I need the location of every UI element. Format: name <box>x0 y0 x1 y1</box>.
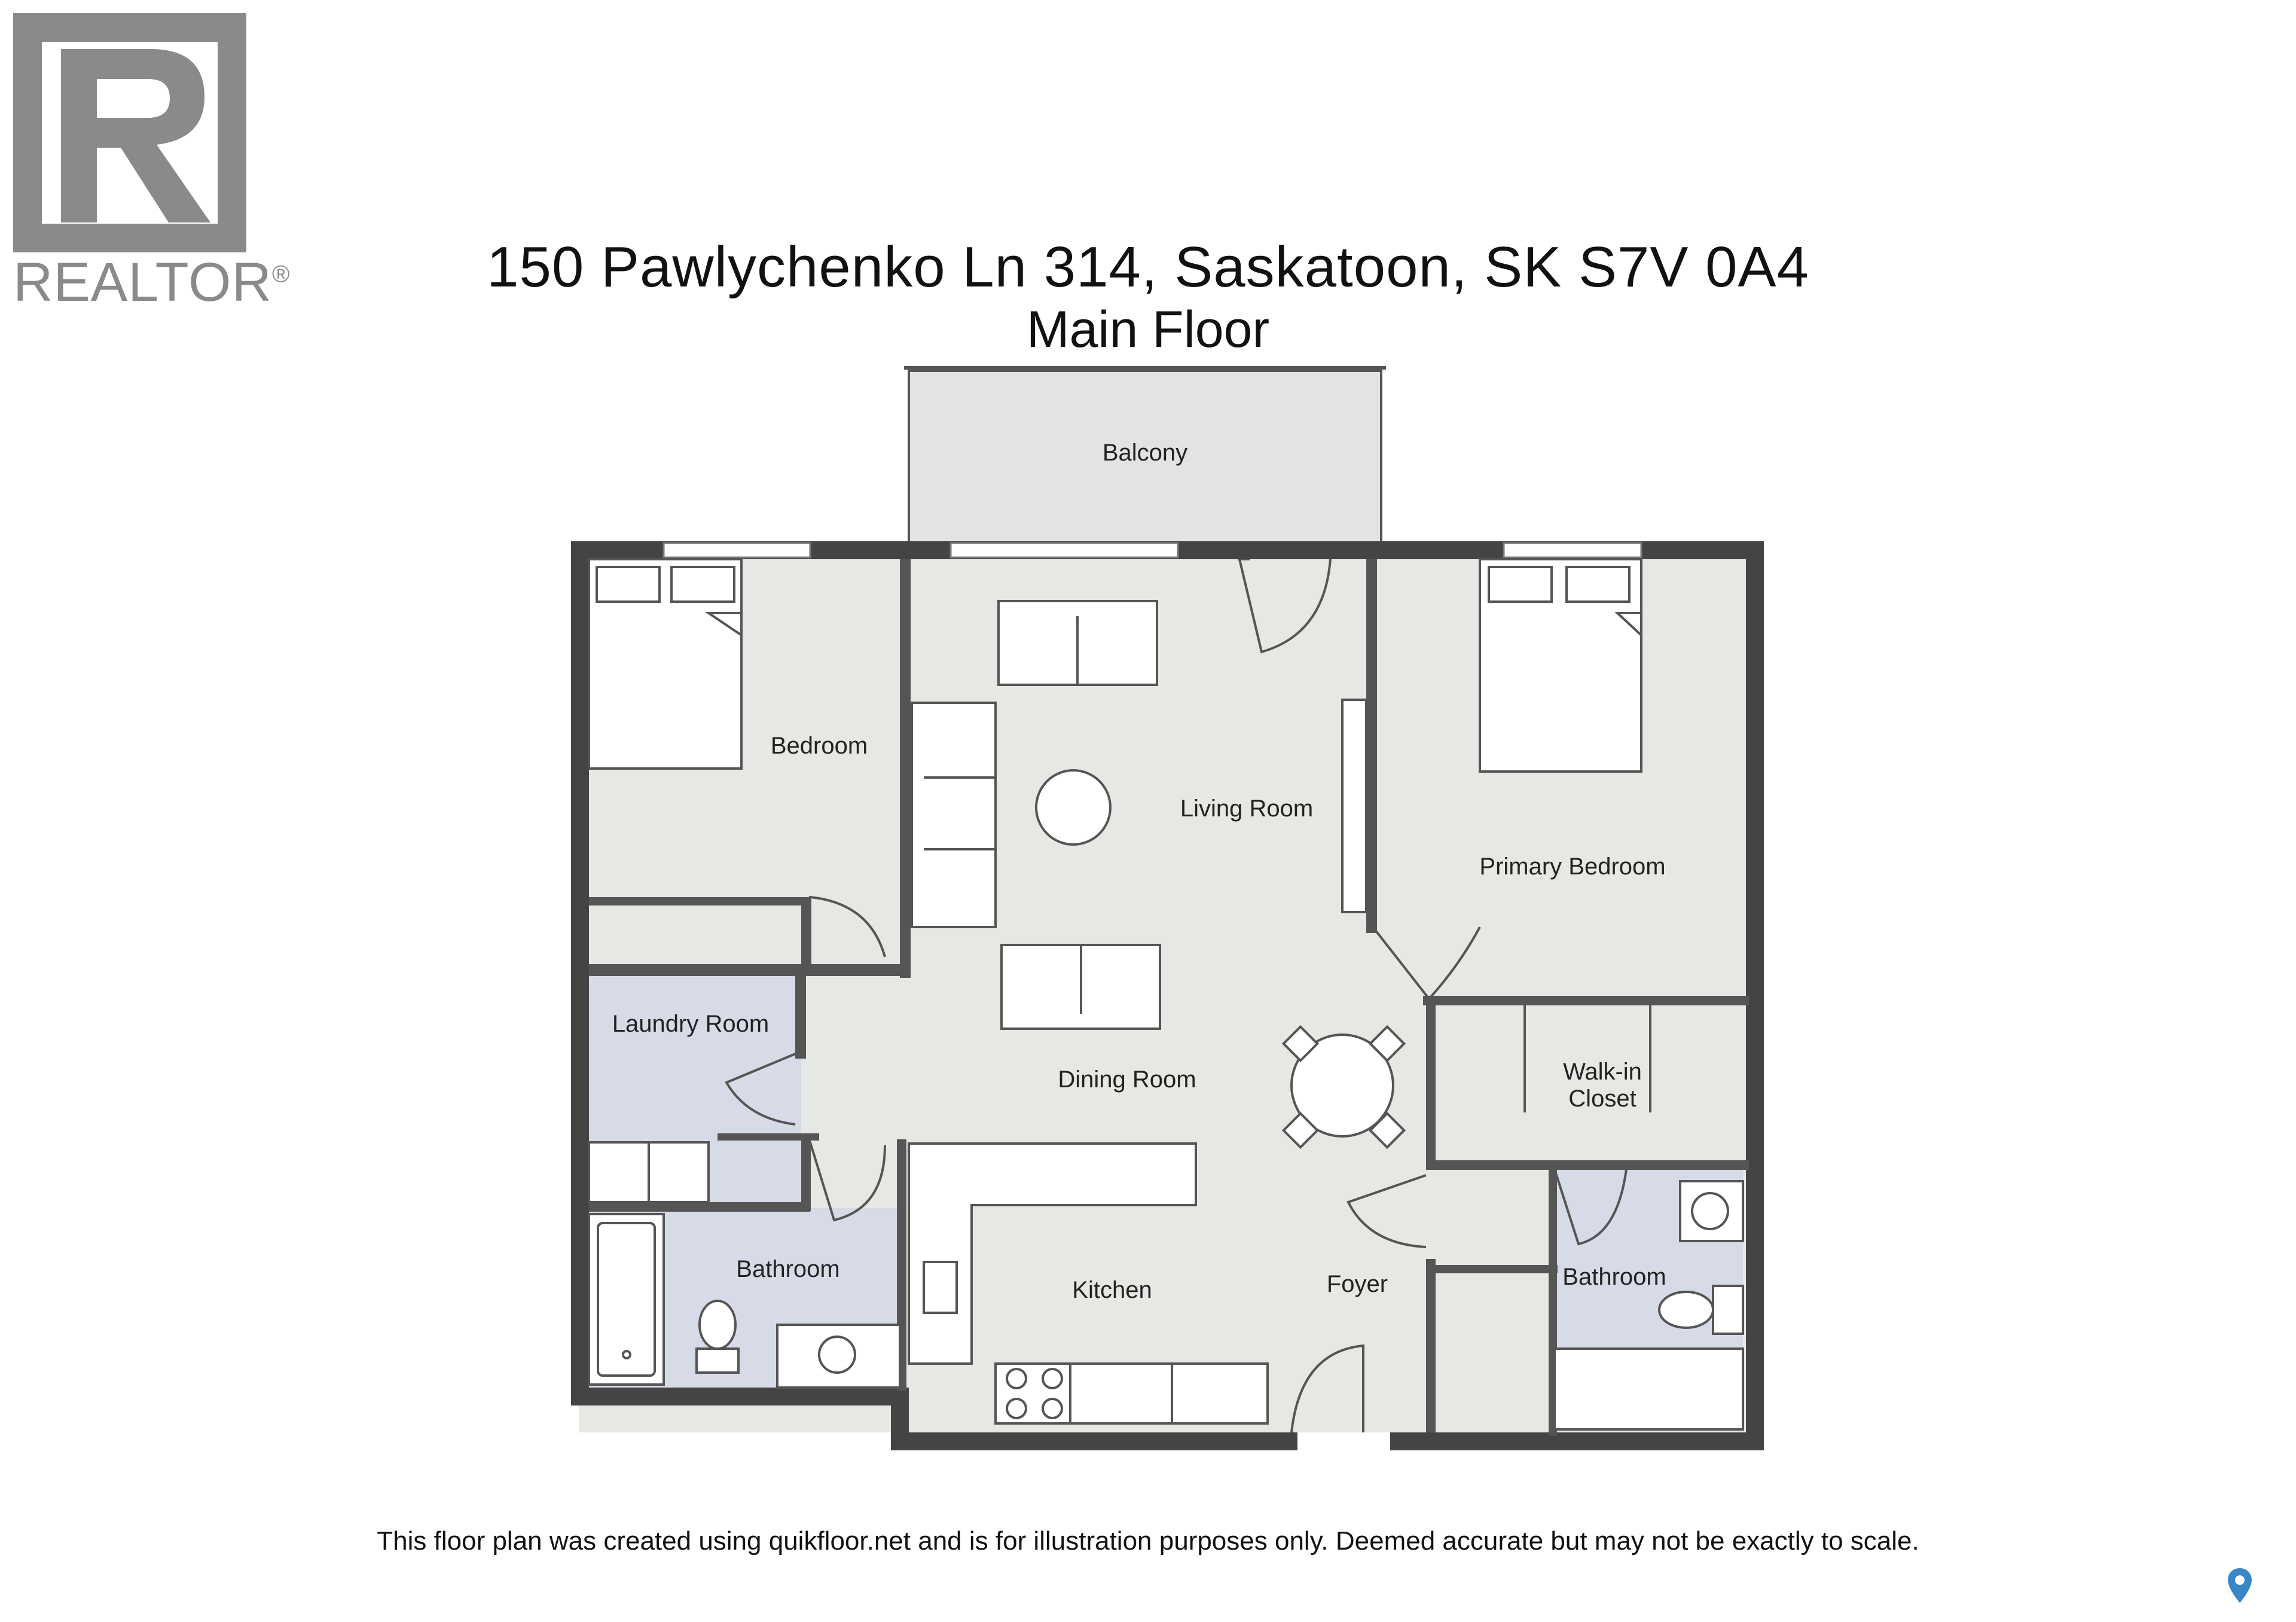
room-label-dining-room: Dining Room <box>1058 1066 1196 1093</box>
room-label-balcony: Balcony <box>1102 440 1188 466</box>
property-address: 150 Pawlychenko Ln 314, Saskatoon, SK S7V 0A4 <box>487 235 1809 299</box>
room-label-living-room: Living Room <box>1180 795 1314 822</box>
floor-label: Main Floor <box>1026 301 1270 358</box>
room-label-foyer: Foyer <box>1326 1271 1388 1297</box>
room-label-bedroom: Bedroom <box>770 733 868 759</box>
room-label-kitchen: Kitchen <box>1072 1277 1152 1303</box>
room-label-walkin-line1: Walk-in <box>1563 1059 1642 1085</box>
room-label-laundry-room: Laundry Room <box>612 1011 770 1037</box>
room-label-bathroom-left: Bathroom <box>736 1256 840 1282</box>
map-pin-icon[interactable] <box>2227 1567 2253 1604</box>
realtor-wordmark: REALTOR® <box>13 252 291 313</box>
room-label-walkin-line2: Closet <box>1568 1086 1636 1112</box>
disclaimer-text: This floor plan was created using quikfloor.net and is for illustration purposes only. Deemed accurate but may not be exactly to scale. <box>377 1526 1919 1556</box>
room-label-bathroom-right: Bathroom <box>1562 1264 1666 1290</box>
room-label-primary-bedroom: Primary Bedroom <box>1479 853 1666 880</box>
